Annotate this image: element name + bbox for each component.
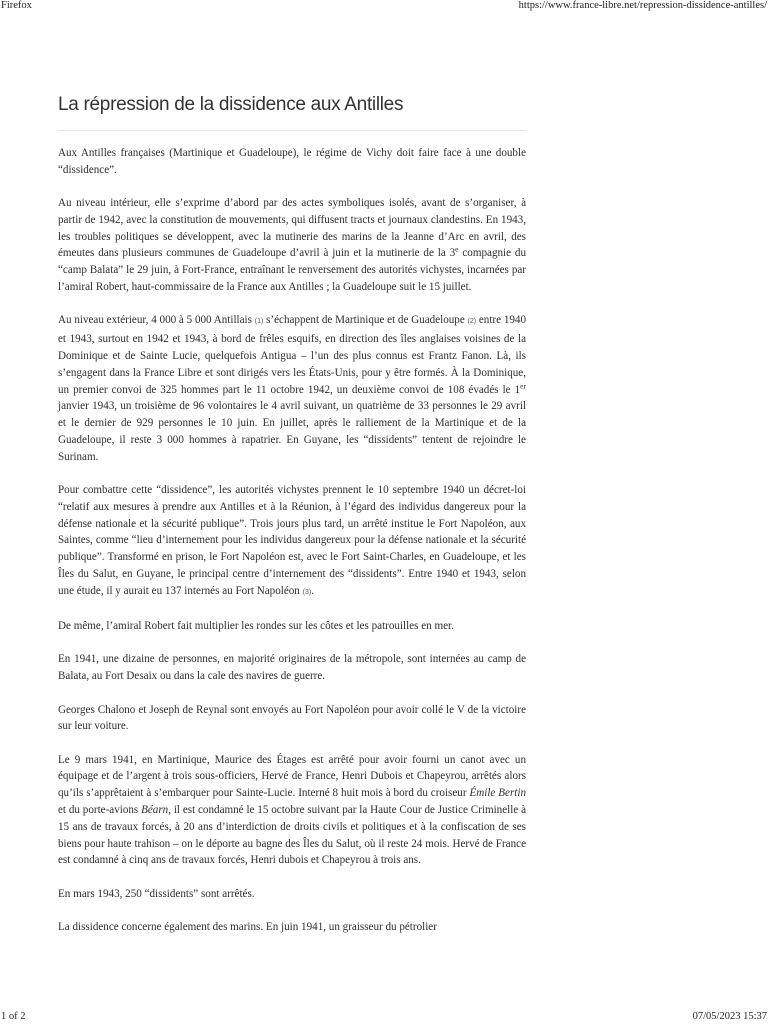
print-header	[0, 0, 768, 14]
paragraph-interior	[58, 195, 526, 296]
text-segment: Le 9 mars 1941, en Martinique, Maurice des Étages est arrêté pour avoir fourni un canot avec un équipage et de l’argent à trois sous-officiers, Hervé de France, Henri Dubois et Chapeyrou, arrêtés alors qu’ils s’apprêtaient à s’embarquer pour Sainte-Lucie. Interné 8 huit mois à bord du croiseur	[58, 753, 526, 800]
paragraph-exterior	[58, 312, 526, 465]
print-datetime: 07/05/2023 15:37	[692, 1011, 767, 1022]
text-segment: janvier 1943, un troisième de 96 volontaires le 4 avril suivant, un quatrième de 33 personnes le 29 avril et le dernier de 929 personnes le 10 juin. En juillet, après le ralliement de la Martinique et de la Guadeloupe, il reste 3 000 hommes à rapatrier. En Guyane, les “dissidents” tentent de rejoindre le Surinam.	[58, 400, 526, 463]
paragraph-repression-decree	[58, 482, 526, 602]
text-segment: Au niveau intérieur, elle s’exprime d’abord par des actes symboliques isolés, avant de s’organiser, à partir de 1942, avec la constitution de mouvements, qui diffusent tracts et journaux clandestins. En 1943, les troubles politiques se développent, avec la mutinerie des marins de la Jeanne d’Arc en avril, des émeutes dans plusieurs communes de Guadeloupe d’avril à juin et la mutinerie de la 3	[58, 197, 526, 260]
paragraph-1943-arrests: En mars 1943, 250 “dissidents” sont arrêtés.	[58, 887, 255, 900]
paragraph-intro: Aux Antilles françaises (Martinique et Guadeloupe), le régime de Vichy doit faire face à une double “dissidence”.	[58, 147, 526, 176]
print-header-app: Firefox	[1, 0, 32, 11]
paragraph-sailors: La dissidence concerne également des marins. En juin 1941, un graisseur du pétrolier	[58, 920, 437, 933]
text-segment: compagnie du “camp Balata” le 29 juin, à Fort-France, entraînant le renversement des autorités vichystes, incarnées par l’amiral Robert, haut-commissaire de la France aux Antilles ; la Guadeloupe suit le 15 juillet.	[58, 247, 526, 294]
text-segment: Pour combattre cette “dissidence”, les autorités vichystes prennent le 10 septembre 1940 un décret-loi “relatif aux mesures à prendre aux Antilles et à la Réunion, à l’égard des individus dangereux pour la défense nationale et la sécurité publique”. Trois jours plus tard, un arrêté institue le Fort Napoléon, aux Saintes, comme “lieu d’internement pour les individus dangereux pour la défense nationale et la sécurité publique”. Transformé en prison, le Fort Napoléon est, avec le Fort Saint-Charles, en Guadeloupe, et les Îles du Salut, en Guyane, le principal centre d’internement des “dissidents”. Entre 1940 et 1943, selon une étude, il y aurait eu 137 internés au Fort Napoléon	[58, 484, 526, 597]
print-footer	[0, 1010, 768, 1024]
paragraph-patrols: De même, l’amiral Robert fait multiplier les rondes sur les côtes et les patrouilles en mer.	[58, 620, 454, 633]
ship-name: Béarn	[141, 804, 169, 816]
ship-name: Émile Bertin	[469, 787, 526, 800]
superscript: er	[520, 380, 526, 390]
text-segment: et du porte-avions	[58, 804, 142, 816]
text-segment: Au niveau extérieur, 4 000 à 5 000 Antillais	[58, 314, 255, 327]
text-segment: .	[311, 584, 314, 597]
title-divider	[58, 130, 526, 131]
footnote-link-2[interactable]: (2)	[467, 318, 477, 326]
print-header-url: https://www.france-libre.net/repression-dissidence-antilles/	[518, 0, 767, 11]
footnote-link-3[interactable]: (3)	[302, 588, 312, 596]
paragraph-des-etages	[58, 752, 526, 870]
footnote-link-1[interactable]: (1)	[254, 318, 264, 326]
page-title: La répression de la dissidence aux Antilles	[58, 94, 404, 115]
superscript: e	[455, 244, 459, 254]
paragraph-1941-internments: En 1941, une dizaine de personnes, en majorité originaires de la métropole, sont internées au camp de Balata, au Fort Desaix ou dans la cale des navires de guerre.	[58, 653, 526, 683]
paragraph-chalono-reynal: Georges Chalono et Joseph de Reynal sont envoyés au Fort Napoléon pour avoir collé le V de la victoire sur leur voiture.	[58, 703, 526, 733]
text-segment: entre 1940 et 1943, surtout en 1942 et 1943, à bord de frêles esquifs, en direction des îles anglaises voisines de la Dominique et de Sainte Lucie, quelquefois Antigua – l’un des plus connus est Frantz Fanon. Là, ils s’engagent dans la France Libre et sont dirigés vers les États-Unis, pour y être formés. À la Dominique, un premier convoi de 325 hommes part le 11 octobre 1942, un deuxième convoi de 108 évadés le 1	[58, 314, 527, 396]
text-segment: s’échappent de Martinique et de Guadeloupe	[263, 314, 468, 327]
page-number: 1 of 2	[1, 1011, 26, 1022]
article	[58, 92, 526, 952]
text-segment: , il est condamné le 15 octobre suivant par la Haute Cour de Justice Criminelle à 15 ans de travaux forcés, à 20 ans d’interdiction de droits civils et politiques et à la confiscation de ses biens pour haute trahison – on le déporte au bagne des Îles du Salut, où il reste 24 mois. Hervé de France est condamné à cinq ans de travaux forcés, Henri dubois et Chapeyrou à trois ans.	[58, 804, 527, 867]
